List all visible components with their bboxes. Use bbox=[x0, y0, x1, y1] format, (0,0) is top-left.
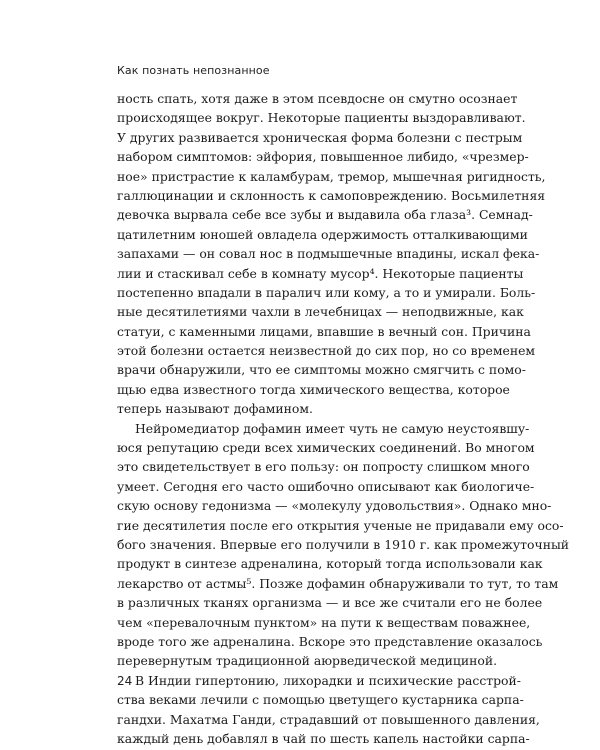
text-line: постепенно впадали в паралич или кому, а то и умирали. Боль- bbox=[117, 284, 536, 300]
page-number: 24 bbox=[117, 674, 133, 688]
text-line: ные десятилетиями чахли в лечебницах — неподвижные, как bbox=[117, 304, 524, 320]
text-line: гандхи. Махатма Ганди, страдавший от повышенного давления, bbox=[117, 711, 540, 727]
text-line: чем «перевалочным пунктом» на пути к веществам поважнее, bbox=[117, 614, 531, 630]
text-line: запахами — он совал нос в подмышечные впадины, искал фека- bbox=[117, 246, 540, 262]
text-line: набором симптомов: эйфория, повышенное либидо, «чрезмер- bbox=[117, 149, 529, 165]
text-line: продукт в синтезе адреналина, который тогда использовали как bbox=[117, 556, 543, 572]
text-line: умеет. Сегодня его часто ошибочно описывают как биологиче- bbox=[117, 478, 535, 494]
running-head: Как познать непознанное bbox=[117, 64, 270, 77]
text-line: девочка вырвала себе все зубы и выдавила оба глаза³. Семнад- bbox=[117, 207, 533, 223]
text-line: ства веками лечили с помощью цветущего кустарника сарпа- bbox=[117, 692, 524, 708]
text-line: статуи, с каменными лицами, впавшие в вечный сон. Причина bbox=[117, 323, 531, 339]
text-line: юся репутацию среди всех химических соединений. Во многом bbox=[117, 440, 535, 456]
text-line: скую основу гедонизма — «молекулу удовольствия». Однако мно- bbox=[117, 498, 552, 514]
paragraph bbox=[117, 671, 540, 749]
text-line: ность спать, хотя даже в этом псевдосне он смутно осознает bbox=[117, 91, 518, 106]
text-line: цатилетним юношей овладела одержимость отталкивающими bbox=[117, 226, 528, 242]
paragraph bbox=[117, 89, 546, 419]
text-line: теперь называют дофамином. bbox=[117, 401, 313, 417]
text-line: щью едва известного тогда химического вещества, которое bbox=[117, 381, 510, 397]
text-line: этой болезни остается неизвестной до сих пор, но со временем bbox=[117, 343, 536, 359]
text-line: происходящее вокруг. Некоторые пациенты выздоравливают. bbox=[117, 110, 526, 126]
paragraph bbox=[117, 419, 570, 671]
text-line: это свидетельствует в его пользу: он попросту слишком много bbox=[117, 459, 530, 475]
body-text bbox=[117, 89, 570, 748]
text-line: врачи обнаружили, что ее симптомы можно смягчить с помо- bbox=[117, 362, 526, 378]
text-line: вроде того же адреналина. Вскоре это представление оказалось bbox=[117, 633, 543, 649]
text-line: Нейромедиатор дофамин имеет чуть не самую неустоявшу- bbox=[135, 420, 530, 436]
text-line: галлюцинации и склонность к самоповреждению. Восьмилетняя bbox=[117, 187, 546, 203]
text-line: каждый день добавлял в чай по шесть капель настойки сарпа- bbox=[117, 730, 530, 746]
text-line: лии и стаскивал себе в комнату мусор⁴. Некоторые пациенты bbox=[117, 265, 524, 281]
text-line: в различных тканях организма — и все же считали его не более bbox=[117, 595, 543, 611]
text-line: бого значения. Впервые его получили в 1910 г. как промежуточный bbox=[117, 536, 570, 552]
text-line: ное» пристрастие к каламбурам, тремор, мышечная ригидность, bbox=[117, 168, 546, 184]
text-line: гие десятилетия после его открытия ученые не придавали ему осо- bbox=[117, 517, 564, 533]
text-line: В Индии гипертонию, лихорадки и психические расстрой- bbox=[135, 672, 521, 688]
text-line: У других развивается хроническая форма болезни с пестрым bbox=[117, 129, 523, 145]
text-line: лекарство от астмы⁵. Позже дофамин обнаруживали то тут, то там bbox=[117, 575, 559, 591]
text-line: перевернутым традиционной аюрведической медициной. bbox=[117, 653, 498, 669]
